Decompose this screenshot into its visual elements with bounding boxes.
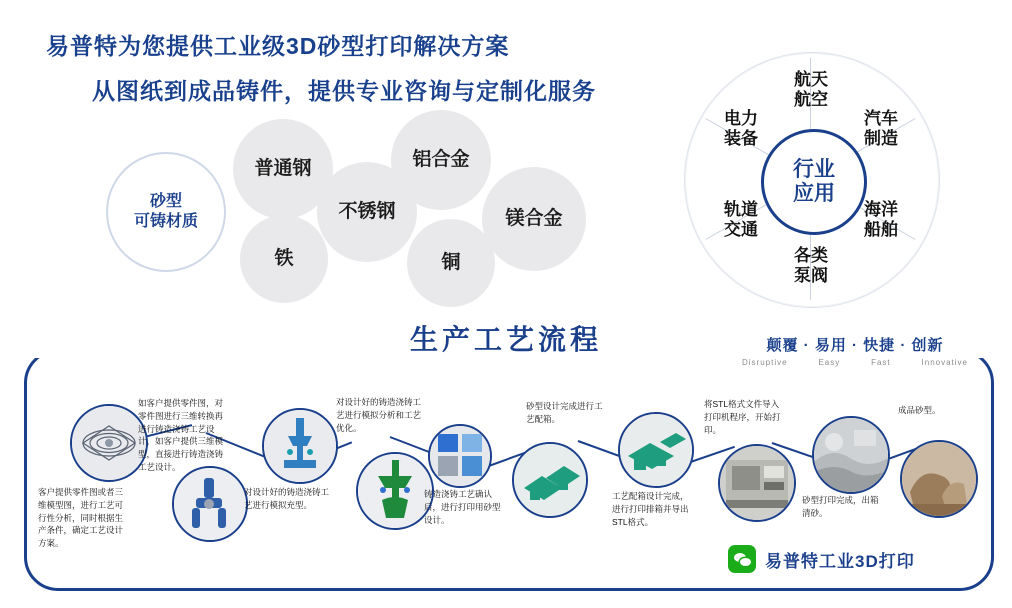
print-start-icon	[720, 446, 794, 520]
part-model-icon	[72, 406, 146, 480]
footer-brand-text: 易普特工业3D打印	[765, 551, 915, 571]
flow-caption-4: 对设计好的铸造浇铸工艺进行模拟分析和工艺优化。	[336, 397, 422, 433]
wheel-label-pumps-valves	[763, 246, 859, 285]
wheel-label-line: 电力	[724, 109, 758, 128]
flow-node-9[interactable]	[812, 416, 890, 494]
flow-node-5[interactable]	[428, 424, 492, 488]
process-flow-title-text: 生产工艺流程	[396, 324, 616, 355]
header-line-2: 从图纸到成品铸件，提供专业咨询与定制化服务	[92, 78, 596, 104]
slogan-en	[742, 358, 968, 367]
materials-main-label-2: 可铸材质	[133, 213, 198, 230]
wheel-hub-line-1: 行业	[793, 157, 835, 181]
material-label: 镁合金	[505, 208, 563, 230]
flow-node-6[interactable]	[512, 442, 588, 518]
poster-header	[46, 28, 666, 106]
flow-node-4[interactable]	[356, 452, 434, 530]
wheel-label-line: 制造	[864, 128, 898, 148]
wheel-hub	[761, 129, 867, 235]
material-label: 不锈钢	[338, 201, 396, 223]
slogan-en-word: Innovative	[921, 358, 968, 367]
material-bubble-copper	[407, 219, 495, 307]
mold-design-done-icon	[514, 444, 586, 516]
material-label: 铝合金	[412, 149, 470, 171]
wheel-hub-line-2: 应用	[793, 182, 835, 205]
flow-caption-10: 成品砂型。	[898, 405, 941, 415]
flow-caption-7: 工艺配箱设计完成，进行打印排箱并导出STL格式。	[612, 491, 689, 527]
materials-main-label-1: 砂型	[149, 193, 182, 210]
header-line-1: 易普特为您提供工业级3D砂型打印解决方案	[46, 33, 510, 59]
wheel-label-rail-transit	[708, 200, 774, 239]
flow-node-2[interactable]	[172, 466, 248, 542]
wheel-label-line: 轨道	[724, 200, 758, 219]
material-bubble-magnesium	[482, 167, 586, 271]
wheel-label-line: 交通	[724, 219, 758, 239]
wheel-label-aerospace	[763, 70, 859, 109]
wheel-label-line: 装备	[724, 128, 758, 148]
drawing-convert-icon	[174, 468, 246, 540]
material-label: 铁	[274, 248, 294, 270]
footer-brand[interactable]	[728, 545, 915, 573]
wheel-label-line: 各类	[794, 246, 828, 265]
flow-caption-9: 砂型打印完成，出箱清砂。	[802, 495, 879, 518]
wheel-label-line: 海洋	[864, 200, 898, 219]
wheel-label-power-equipment	[708, 109, 774, 148]
wheel-label-line: 泵阀	[794, 265, 828, 285]
wheel-label-line: 航空	[794, 89, 828, 109]
wheel-label-line: 航天	[794, 70, 828, 89]
flow-node-10[interactable]	[900, 440, 978, 518]
flow-caption-6: 砂型设计完成进行工艺配箱。	[526, 401, 603, 424]
industry-application-wheel	[684, 52, 938, 306]
cleaning-icon	[814, 418, 888, 492]
material-label: 铜	[441, 252, 461, 274]
slogan-cn: 颠覆 · 易用 · 快捷 · 创新	[766, 337, 944, 354]
materials-main-bubble	[106, 152, 226, 272]
flow-node-8[interactable]	[718, 444, 796, 522]
material-bubble-iron	[240, 215, 328, 303]
casting-simulation-icon	[264, 410, 336, 482]
wechat-icon	[728, 545, 756, 573]
wheel-label-line: 船舶	[864, 219, 898, 239]
analysis-optimize-icon	[358, 454, 432, 528]
material-label: 普通钢	[254, 158, 312, 180]
flow-caption-1: 客户提供零件图或者三维模型图，进行工艺可行性分析，同时根据生产条件，确定工艺设计方案。	[38, 487, 124, 548]
slogan-en-word: Easy	[818, 358, 841, 367]
flow-caption-5: 铸造浇铸工艺确认后，进行打印用砂型设计。	[424, 489, 501, 525]
flow-caption-2: 如客户提供零件图，对零件图进行三维转换再进行铸造浇铸工艺设计，如客户提供三维模型，直接进行铸造浇铸工艺设计。	[138, 398, 224, 472]
flow-caption-3: 对设计好的铸造浇铸工艺进行模拟充型。	[244, 487, 330, 510]
material-bubble-stainless	[317, 162, 417, 262]
flow-node-3[interactable]	[262, 408, 338, 484]
flow-node-7[interactable]	[618, 412, 694, 488]
slogan-en-word: Disruptive	[742, 358, 788, 367]
stl-export-icon	[620, 414, 692, 486]
slogan-block	[742, 334, 968, 367]
flow-caption-8: 将STL格式文件导入打印机程序，开始打印。	[704, 399, 781, 435]
slogan-en-word: Fast	[871, 358, 891, 367]
sand-mold-design-icon	[430, 426, 490, 486]
wheel-label-line: 汽车	[864, 109, 898, 128]
finished-mold-icon	[902, 442, 976, 516]
wheel-label-automotive	[848, 109, 914, 148]
flow-node-1[interactable]	[70, 404, 148, 482]
